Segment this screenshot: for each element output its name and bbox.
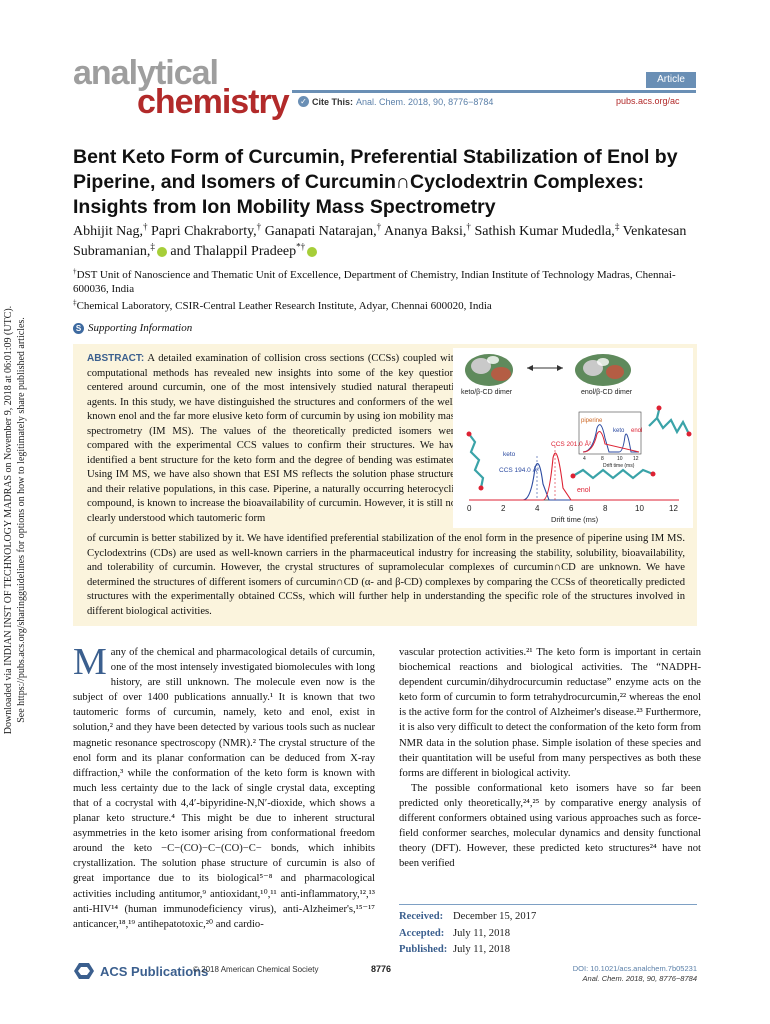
article-title: Bent Keto Form of Curcumin, Preferential Stabilization of Enol by Piperine, and Isomers of Curcumin∩Cyclodextrin Complexes: Insights from Ion Mobility Mass Spectrometry (73, 146, 678, 218)
toc-label-keto-dimer: keto/β-CD dimer (461, 389, 513, 396)
author[interactable]: Abhijit Nag,† (73, 221, 148, 239)
toc-label-ccs-enol: CCS 201.0 Å² (551, 441, 592, 448)
acs-hexagon-icon (73, 962, 95, 980)
date-received: Received: December 15, 2017 (399, 911, 537, 922)
publisher-name: ACS Publications (100, 963, 209, 979)
supporting-info-label: Supporting Information (88, 322, 193, 334)
journal-reference: Anal. Chem. 2018, 90, 8776−8784 (582, 974, 697, 983)
body-column-right (399, 645, 701, 871)
author-list (73, 222, 703, 262)
body-paragraph: vascular protection activities.²¹ The keto form is important in certain biochemical reactions and biological activities. The “NADPH-dependent curcumin/dihydrocurcumin reductase” enzyme acts on the keto form of curcumin to form tetrahydrocurcumin,²² whereas the enol is the active form for the control of Alzheimer's disease.²³ Furthermore, it is also very difficult to detect the conformation of the keto form from NMR data in the solution phase. Simple isolation of these species and their quantitation will be useful from many perspectives as both these forms are different in biological activity. (399, 647, 701, 779)
toc-label-keto-main: keto (503, 451, 516, 458)
body-paragraph: any of the chemical and pharmacological details of curcumin, one of the most intensely investigated biomolecules with long history, are still unknown. The molecule even now is the subject of over 1400 publications annually.¹ It is known that two tautomeric forms of curcumin, namely, keto and enol, exist in solution,² and they have been detected by various tools such as nuclear magnetic resonance spectroscopy (NMR).² The crystal structure of the enol form and its planar conformation can be deduced from X-ray diffraction,³ while the conformation of the keto form is known with much less certainty due to the lack of single crystal data, excepting that of a cocrystal with 4,4′-bipyridine-N,N′-dioxide, which shows a planar keto structure.⁴ This might be due to inherent structural asymmetries in the keto isomer arising from conformational freedom around the keto −C−(CO)−C−(CO)−C− bonds, which inhibits crystallization. The solution phase structure of curcumin is also of great importance due to its biological⁵⁻⁸ and pharmacological activities including antitumor,⁹ antioxidant,¹⁰,¹¹ anti-inflammatory,¹²,¹³ anti-HIV¹⁴ (human immunodeficiency virus), anti-Alzheimer's,¹⁵⁻¹⁷ anticancer,¹⁸,¹⁹ antihepatotoxic,²⁰ and cardio- (73, 647, 375, 930)
inset-tick: 12 (633, 456, 639, 462)
date-published: Published: July 11, 2018 (399, 944, 510, 955)
main-xlabel: Drift time (ms) (551, 515, 599, 524)
main-tick: 4 (535, 504, 540, 513)
checkmark-icon: ✓ (298, 96, 309, 107)
abstract-box (73, 344, 697, 626)
doi-block (573, 964, 697, 984)
enol-bottom-molecule-structure (573, 470, 653, 478)
main-tick: 6 (569, 504, 574, 513)
doi-link[interactable]: DOI: 10.1021/acs.analchem.7b05231 (572, 964, 697, 973)
toc-label-enol-inset: enol (631, 428, 643, 434)
orcid-icon[interactable] (307, 247, 317, 257)
toc-graphic (453, 348, 693, 528)
toc-label-keto-inset: keto (613, 428, 625, 434)
keto-cd-dimer-structure (465, 354, 513, 386)
affiliation-1: †DST Unit of Nanoscience and Thematic Unit of Excellence, Department of Chemistry, Indian Institute of Technology Madras, Chennai-600036, India (73, 267, 676, 295)
supporting-information-link[interactable] (73, 322, 192, 334)
enol-molecule-structure (649, 410, 689, 434)
acs-publications-logo[interactable] (73, 962, 208, 980)
copyright: © 2018 American Chemical Society (193, 965, 319, 974)
page-number: 8776 (371, 964, 392, 974)
logo-analytical: analytical (73, 54, 218, 92)
inset-tick: 8 (601, 456, 604, 462)
journal-url-link[interactable]: pubs.acs.org/ac (616, 96, 680, 106)
main-tick: 0 (467, 504, 472, 513)
page-footer (73, 958, 697, 992)
inset-xlabel: Drift time (ms) (603, 463, 635, 469)
body-paragraph: The possible conformational keto isomers have so far been predicted only theoretically,²⁴,²⁵ by comparative energy analysis of different conformers obtained using various approaches such as force-field conformer searches, molecular dynamics and density functional theory (DFT). However, these predicted keto structures²⁴ have not been verified (399, 782, 701, 870)
cite-label: Cite This: (312, 96, 354, 107)
body-column-left (73, 641, 375, 932)
author[interactable]: Venkatesan Subramanian,‡ (73, 224, 687, 259)
toc-label-ccs-keto: CCS 194.0 Å² (499, 467, 540, 474)
abstract-part1 (87, 352, 459, 526)
author[interactable]: Ananya Baksi,† (383, 221, 471, 239)
main-tick: 10 (635, 504, 644, 513)
dropcap: M (73, 641, 107, 683)
abstract-text-1: A detailed examination of collision cross sections (CCSs) coupled with computational methods has revealed new insights into some of the key questions centered around curcumin, one of the most intensively studied natural therapeutic agents. In this study, we have distinguished the structures and conformers of the well-known enol and the far more elusive keto form of curcumin by using ion mobility mass spectrometry (IM MS). The values of the theoretically predicted isomers were compared with the experimental CCS values to confirm their structures. We have identified a bent structure for the keto form and the degree of bending was estimated. Using IM MS, we have also shown that ESI MS reflects the solution phase structures and their relative populations, in this case. Piperine, a naturally occurring heterocyclic compound, is known to increase the bioavailability of curcumin. However, it is still not clearly understood which tautomeric form (87, 353, 459, 524)
logo-chemistry: chemistry (137, 83, 289, 121)
header-rule (292, 90, 696, 93)
download-stamp-line1: Downloaded via INDIAN INST OF TECHNOLOGY MADRAS on November 9, 2018 at 06:01:09 (UTC). (3, 305, 14, 735)
orcid-icon[interactable] (157, 247, 167, 257)
date-accepted: Accepted: July 11, 2018 (399, 927, 510, 939)
main-tick: 8 (603, 504, 608, 513)
publication-dates (399, 904, 697, 959)
author[interactable]: and Thalappil Pradeep*† (170, 244, 317, 259)
abstract-part2: of curcumin is better stabilized by it. We have identified preferential stabilization of the enol form in the presence of piperine using IM MS. Cyclodextrins (CDs) are used as well-known carriers in the pharmaceutical industry for increasing the stability, solubility, bioavailability, and tolerability of curcumin. However, the crystal structures of supramolecular complexes of curcumin∩CD are unknown. We have determined the structures of different isomers of curcumin∩CD (α- and β-CD) complexes by comparing the CCSs of theoretically predicted structures with the experimentally obtained CCSs, which will further help in understanding the specific role of the structures involved in different biological activities. (87, 533, 685, 617)
abstract-label: ABSTRACT: (87, 353, 145, 364)
journal-logo[interactable] (73, 54, 289, 121)
main-tick: 12 (669, 504, 678, 513)
toc-label-enol-main: enol (577, 487, 591, 494)
cite-this[interactable] (298, 96, 493, 107)
affiliation-2: ‡Chemical Laboratory, CSIR-Central Leather Research Institute, Adyar, Chennai 600020, India (73, 298, 492, 312)
main-tick: 2 (501, 504, 506, 513)
article-type-badge: Article (646, 72, 696, 88)
inset-tick: 4 (583, 456, 586, 462)
keto-molecule-structure (469, 434, 483, 488)
toc-label-enol-dimer: enol/β-CD dimer (581, 389, 633, 396)
author[interactable]: Papri Chakraborty,† (151, 221, 262, 239)
download-stamp-line2: See https://pubs.acs.org/sharingguidelines for options on how to legitimately share published articles. (16, 317, 27, 723)
download-stamp (2, 300, 42, 740)
cite-reference[interactable]: Anal. Chem. 2018, 90, 8776−8784 (356, 96, 494, 107)
enol-cd-dimer-structure (575, 354, 631, 386)
inset-tick: 10 (617, 456, 623, 462)
author[interactable]: Ganapati Natarajan,† (264, 221, 382, 239)
author[interactable]: Sathish Kumar Mudedla,‡ (474, 221, 620, 239)
supporting-info-icon: S (73, 323, 84, 334)
toc-label-piperine: piperine (581, 418, 603, 424)
